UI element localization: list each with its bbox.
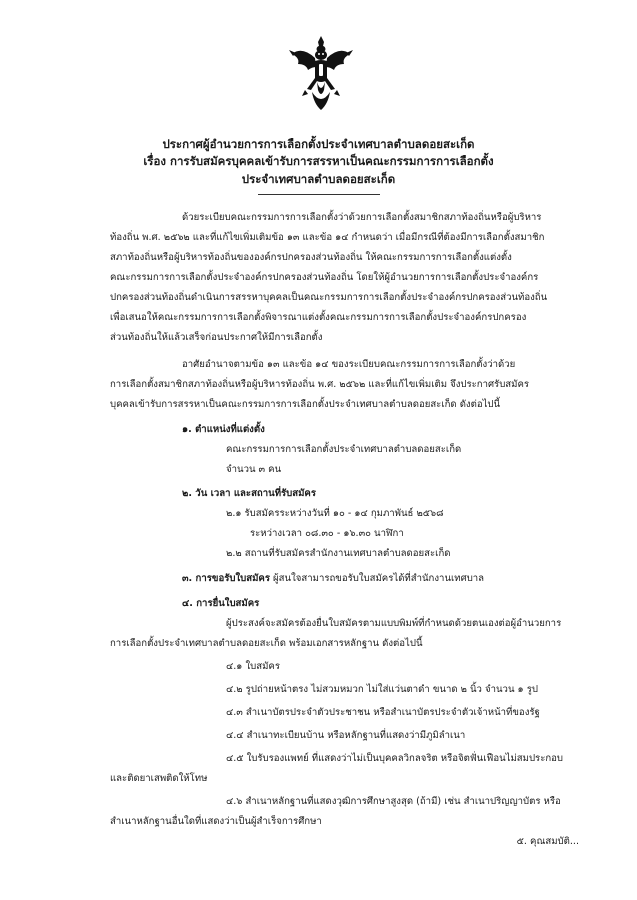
paragraph-line: ท้องถิ่น พ.ศ. ๒๕๖๒ และที่แก้ไขเพิ่มเติมข้อ ๑๓ และข้อ ๑๔ กำหนดว่า เมื่อมีกรณีที่ต้องมีการเลือกตั้งสมาชิก: [110, 232, 545, 243]
paragraph-line: คณะกรรมการการเลือกตั้งประจำองค์กรปกครองส่วนท้องถิ่น โดยให้ผู้อำนวยการการเลือกตั้งประจำองค์กร: [110, 272, 539, 283]
title-underline: [258, 194, 380, 195]
section-1-line: คณะกรรมการการเลือกตั้งประจำเทศบาลตำบลดอยสะเก็ด: [226, 444, 462, 455]
section-4-item: ๔.๒ รูปถ่ายหน้าตรง ไม่สวมหมวก ไม่ใส่แว่นตาดำ ขนาด ๒ นิ้ว จำนวน ๑ รูป: [226, 684, 538, 695]
section-4-item: ๔.๖ สำเนาหลักฐานที่แสดงวุฒิการศึกษาสูงสุด (ถ้ามี) เช่น สำเนาปริญญาบัตร หรือ: [226, 796, 561, 807]
section-4-intro: ผู้ประสงค์จะสมัครต้องยื่นใบสมัครตามแบบพิมพ์ที่กำหนดด้วยตนเองต่อผู้อำนวยการ: [226, 618, 562, 629]
paragraph-line: อาศัยอำนาจตามข้อ ๑๓ และข้อ ๑๔ ของระเบียบคณะกรรมการการเลือกตั้งว่าด้วย: [182, 359, 516, 370]
section-4-item-cont: และติดยาเสพติดให้โทษ: [110, 773, 208, 784]
section-4-item: ๔.๕ ใบรับรองแพทย์ ที่แสดงว่าไม่เป็นบุคคลวิกลจริต หรือจิตฟั่นเฟือนไม่สมประกอบ: [226, 753, 564, 764]
section-2-item: ระหว่างเวลา ๐๘.๓๐ - ๑๖.๓๐ นาฬิกา: [250, 528, 404, 539]
section-1-line: จำนวน ๓ คน: [226, 464, 282, 475]
section-2-heading: ๒. วัน เวลา และสถานที่รับสมัคร: [182, 488, 317, 499]
paragraph-line: บุคคลเข้ารับการสรรหาเป็นคณะกรรมการการเลือกตั้งประจำเทศบาลตำบลดอยสะเก็ด ดังต่อไปนี้: [110, 399, 501, 410]
continuation-marker: ๕. คุณสมบัติ...: [516, 836, 579, 847]
section-3-text: ผู้สนใจสามารถขอรับใบสมัครได้ที่สำนักงานเทศบาล: [269, 573, 485, 584]
section-4-item: ๔.๑ ใบสมัคร: [226, 661, 280, 672]
paragraph-line: การเลือกตั้งสมาชิกสภาท้องถิ่นหรือผู้บริหารท้องถิ่น พ.ศ. ๒๕๖๒ และที่แก้ไขเพิ่มเติม จึงประกาศรับสมัคร: [110, 379, 530, 390]
announcement-title: ประกาศผู้อำนวยการการเลือกตั้งประจำเทศบาลตำบลดอยสะเก็ด: [162, 137, 475, 151]
section-1-heading: ๑. ตำแหน่งที่แต่งตั้ง: [182, 424, 265, 435]
announcement-subject-cont: ประจำเทศบาลตำบลดอยสะเก็ด: [241, 172, 396, 186]
garuda-emblem: [288, 34, 354, 112]
section-3-line: [182, 572, 484, 585]
paragraph-line: ส่วนท้องถิ่นให้แล้วเสร็จก่อนประกาศให้มีการเลือกตั้ง: [110, 332, 323, 343]
paragraph-line: ปกครองส่วนท้องถิ่นดำเนินการสรรหาบุคคลเป็นคณะกรรมการการเลือกตั้งประจำองค์กรปกครองส่วนท้องถิ่น: [110, 292, 548, 303]
paragraph-line: เพื่อเสนอให้คณะกรรมการการเลือกตั้งพิจารณาแต่งตั้งคณะกรรมการการเลือกตั้งประจำองค์กรปกครอง: [110, 312, 527, 323]
section-3-heading: ๓. การขอรับใบสมัคร: [182, 573, 270, 584]
section-4-item: ๔.๓ สำเนาบัตรประจำตัวประชาชน หรือสำเนาบัตรประจำตัวเจ้าหน้าที่ของรัฐ: [226, 707, 540, 718]
section-4-heading: ๔. การยื่นใบสมัคร: [182, 598, 260, 609]
section-4-item-cont: สำเนาหลักฐานอื่นใดที่แสดงว่าเป็นผู้สำเร็จการศึกษา: [110, 816, 322, 827]
announcement-subject: เรื่อง การรับสมัครบุคคลเข้ารับการสรรหาเป็นคณะกรรมการการเลือกตั้ง: [143, 154, 494, 168]
paragraph-line: ด้วยระเบียบคณะกรรมการการเลือกตั้งว่าด้วยการเลือกตั้งสมาชิกสภาท้องถิ่นหรือผู้บริหาร: [182, 212, 542, 223]
section-2-item: ๒.๒ สถานที่รับสมัครสำนักงานเทศบาลตำบลดอยสะเก็ด: [226, 548, 451, 559]
section-4-item: ๔.๔ สำเนาทะเบียนบ้าน หรือหลักฐานที่แสดงว่ามีภูมิลำเนา: [226, 730, 466, 741]
section-4-intro: การเลือกตั้งประจำเทศบาลตำบลดอยสะเก็ด พร้อมเอกสารหลักฐาน ดังต่อไปนี้: [110, 638, 423, 649]
section-2-item: ๒.๑ รับสมัครระหว่างวันที่ ๑๐ - ๑๔ กุมภาพันธ์ ๒๕๖๘: [226, 508, 444, 519]
paragraph-line: สภาท้องถิ่นหรือผู้บริหารท้องถิ่นขององค์กรปกครองส่วนท้องถิ่น ให้คณะกรรมการการเลือกตั้งแต่งตั้ง: [110, 252, 512, 263]
